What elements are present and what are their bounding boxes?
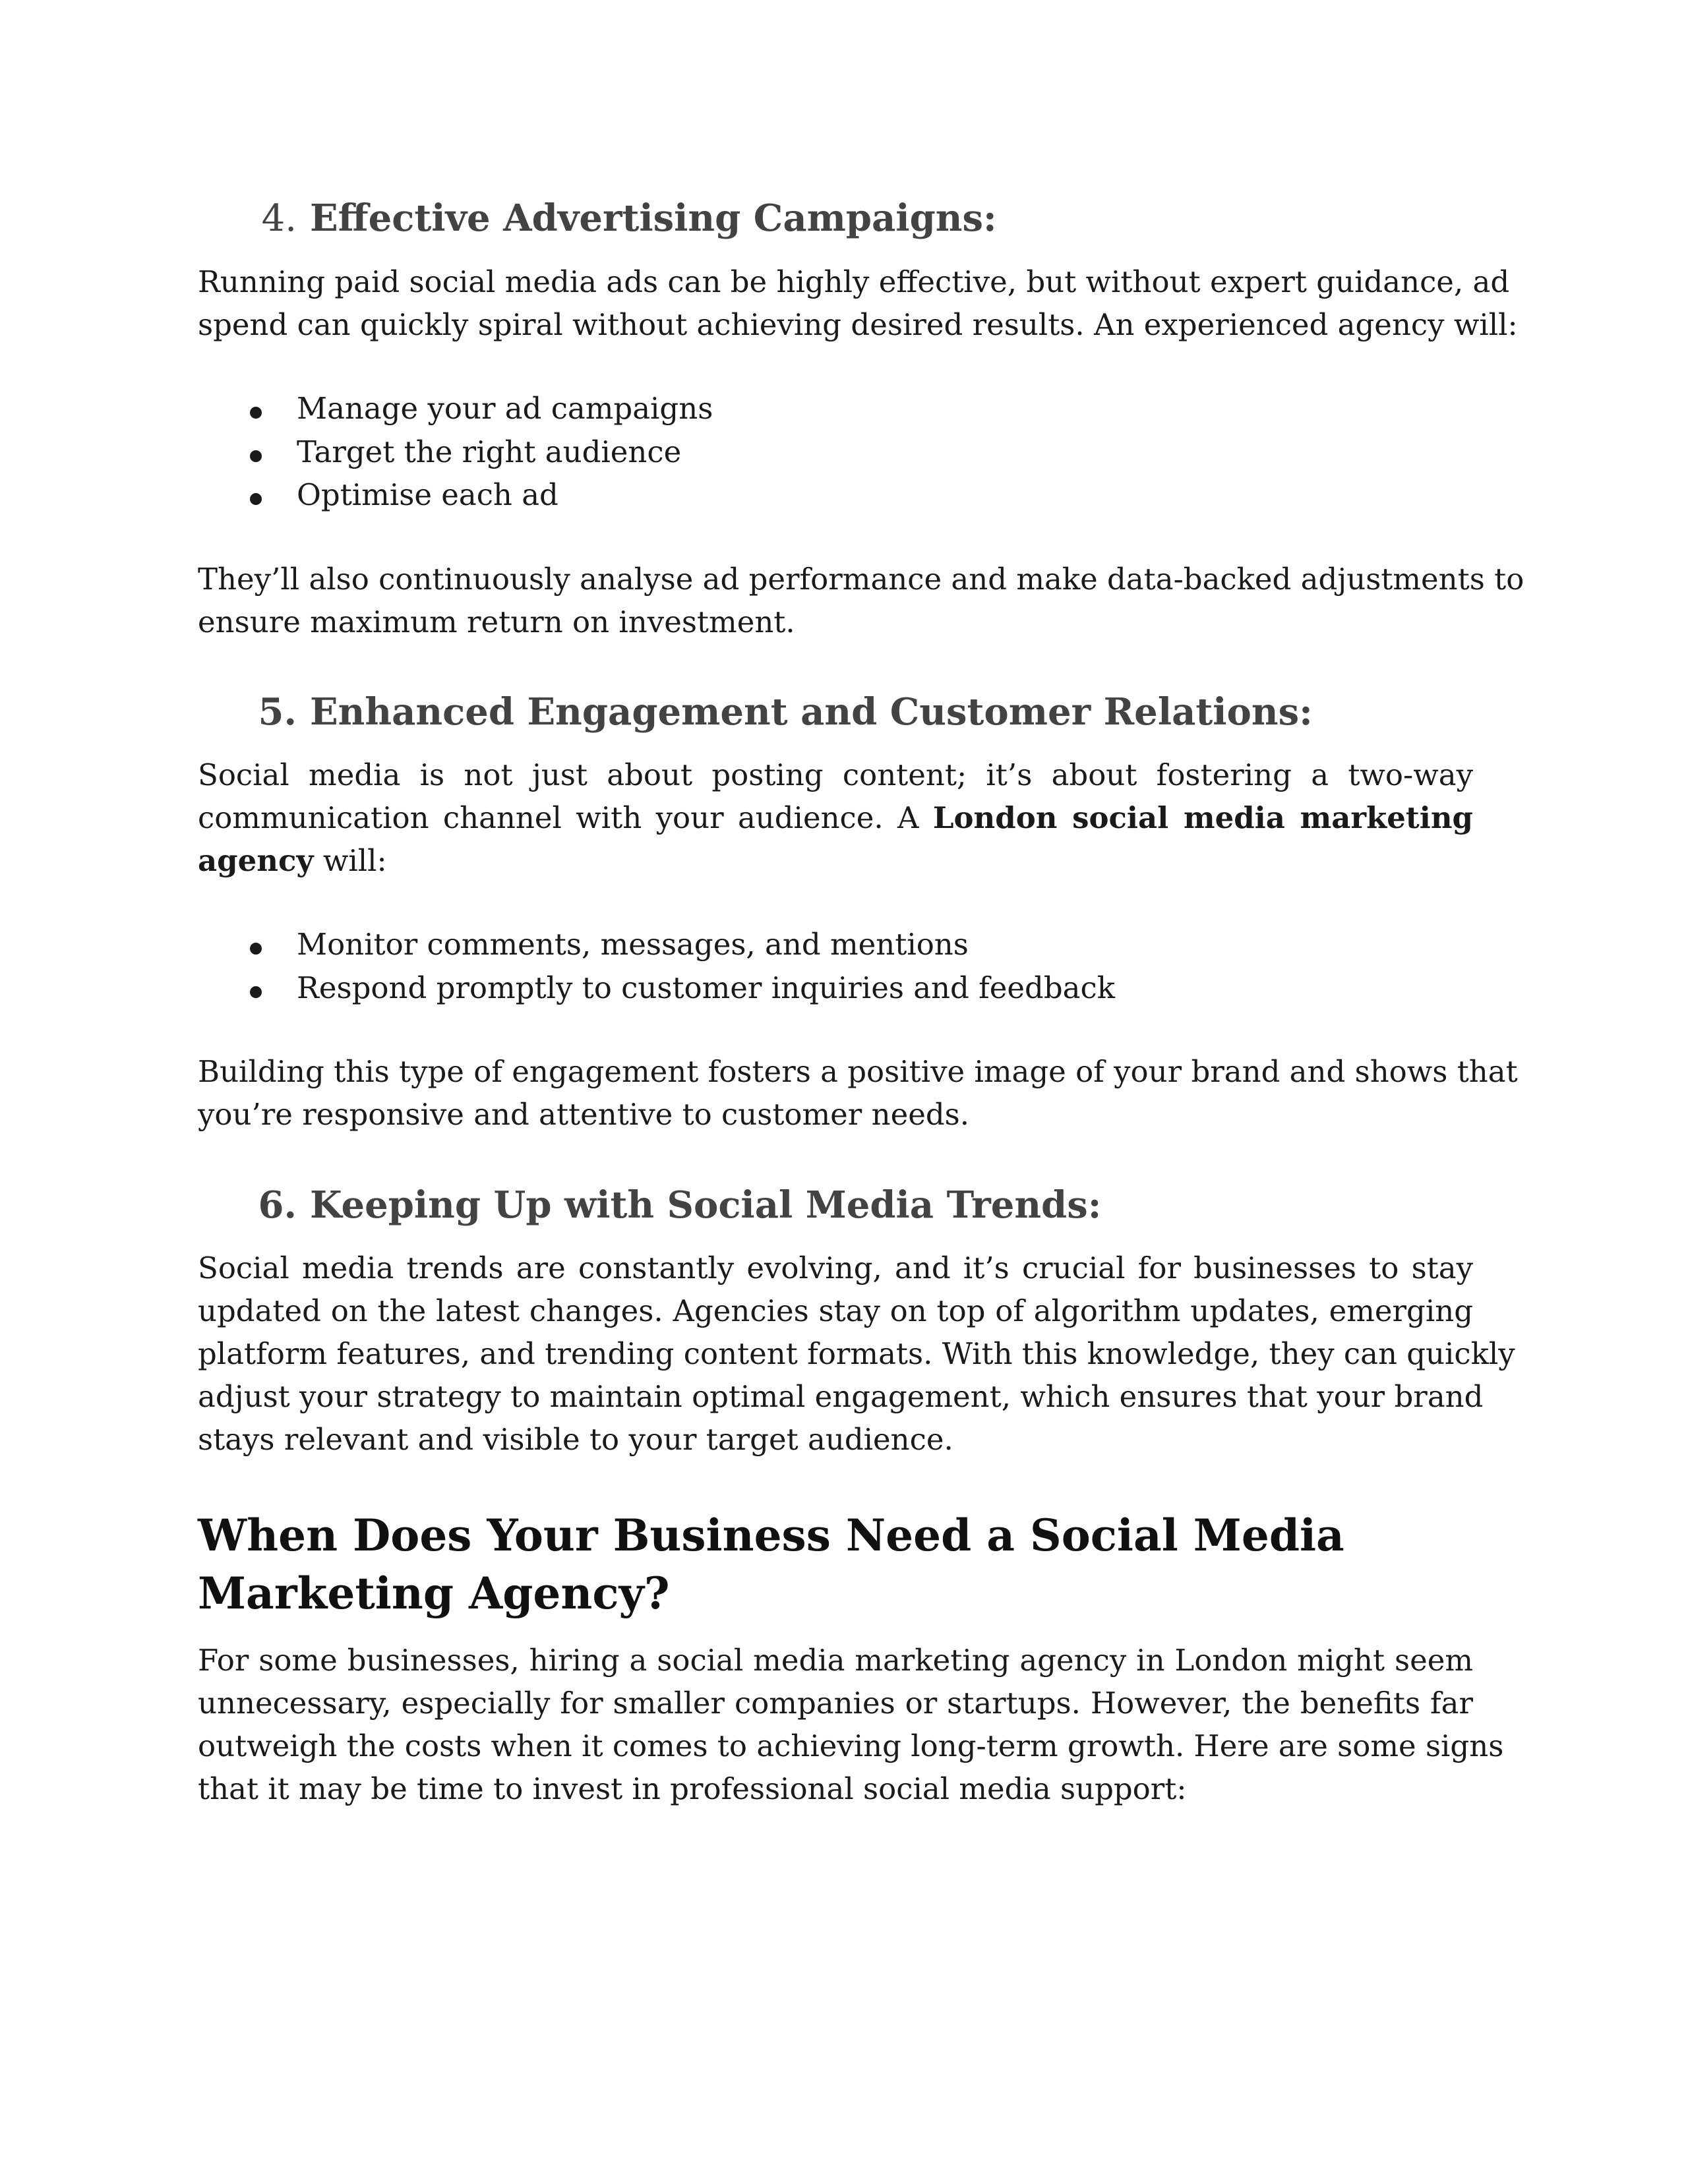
section-4-bullet-list	[198, 387, 713, 517]
section-5-outro	[198, 1050, 1518, 1136]
bold-keyword: agency	[198, 843, 314, 878]
text-line: Social media trends are constantly evolving, and it’s crucial for businesses to stay	[198, 1251, 1473, 1285]
section-4-intro	[198, 260, 1518, 346]
section-4-heading	[198, 195, 997, 242]
section-heading: When Does Your Business Need a Social Media Marketing Agency?	[198, 1510, 1344, 1619]
text-line: Building this type of engagement fosters a positive image of your brand and shows that	[198, 1054, 1518, 1089]
bullet-icon	[250, 986, 262, 998]
list-item: Target the right audience	[198, 430, 713, 474]
text-line: platform features, and trending content formats. With this knowledge, they can quickly	[198, 1336, 1515, 1371]
text-line: ensure maximum return on investment.	[198, 605, 795, 639]
section-title: Effective Advertising Campaigns:	[310, 196, 997, 240]
section-6-heading	[198, 1182, 1101, 1228]
text-line: communication channel with your audience. A London social media marketing	[198, 800, 1473, 835]
text-line: Running paid social media ads can be highly effective, but without expert guidance, ad	[198, 264, 1510, 299]
list-item: Respond promptly to customer inquiries and feedback	[198, 966, 1115, 1010]
section-number: 6.	[258, 1183, 297, 1227]
section-6-body	[198, 1247, 1515, 1461]
list-item: Monitor comments, messages, and mentions	[198, 923, 1115, 966]
text-line: you’re responsive and attentive to customer needs.	[198, 1097, 970, 1132]
list-item: Optimise each ad	[198, 473, 713, 517]
section-4-outro	[198, 558, 1524, 643]
text-line: updated on the latest changes. Agencies stay on top of algorithm updates, emerging	[198, 1293, 1473, 1328]
text-line: unnecessary, especially for smaller companies or startups. However, the benefits far	[198, 1686, 1473, 1721]
text-line: adjust your strategy to maintain optimal engagement, which ensures that your brand	[198, 1379, 1484, 1414]
section-number: 5.	[258, 690, 297, 734]
list-item: Manage your ad campaigns	[198, 387, 713, 430]
text-line: They’ll also continuously analyse ad performance and make data-backed adjustments to	[198, 562, 1524, 597]
bold-keyword: London social media marketing	[932, 800, 1473, 835]
text-line: stays relevant and visible to your target audience.	[198, 1422, 953, 1457]
section-title: Keeping Up with Social Media Trends:	[310, 1183, 1102, 1227]
text-line: Social media is not just about posting content; it’s about fostering a two-way	[198, 757, 1473, 792]
text-line: outweigh the costs when it comes to achieving long-term growth. Here are some signs	[198, 1728, 1504, 1763]
bullet-icon	[250, 450, 262, 462]
text-line: that it may be time to invest in professional social media support:	[198, 1771, 1187, 1806]
section-title: Enhanced Engagement and Customer Relations:	[310, 690, 1313, 734]
bullet-icon	[250, 493, 262, 505]
section-5-intro	[198, 753, 1473, 882]
bullet-icon	[250, 943, 262, 955]
section-5-bullet-list	[198, 923, 1115, 1009]
final-paragraph	[198, 1639, 1504, 1810]
section-5-heading	[198, 689, 1313, 735]
text-line: spend can quickly spiral without achieving desired results. An experienced agency will:	[198, 307, 1518, 342]
bullet-icon	[250, 407, 262, 419]
text-line: agency will:	[198, 843, 387, 878]
section-number: 4.	[261, 197, 297, 240]
text-line: For some businesses, hiring a social media marketing agency in London might seem	[198, 1643, 1473, 1678]
